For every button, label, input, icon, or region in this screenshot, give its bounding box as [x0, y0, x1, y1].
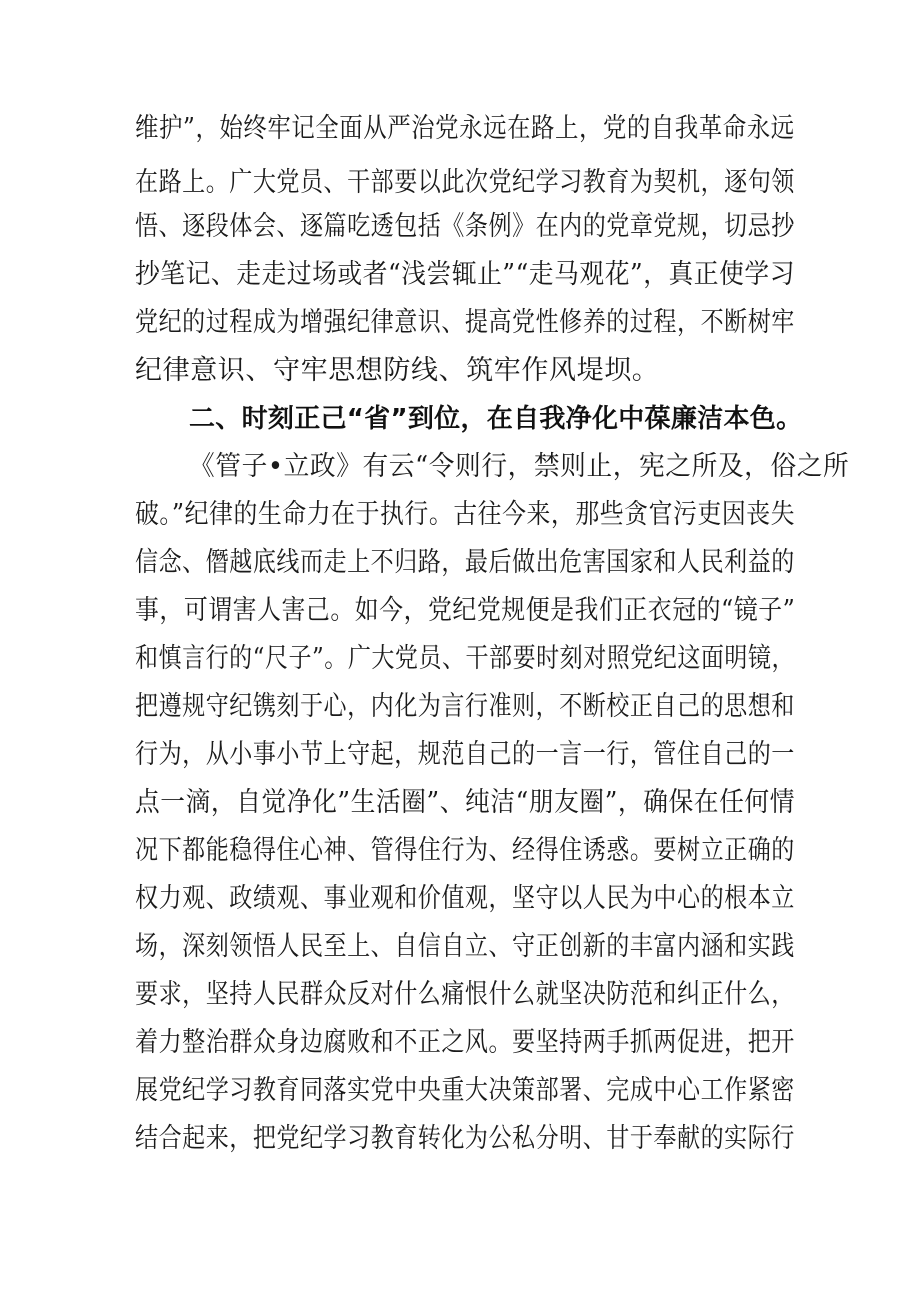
- text-line: 和慎言行的“尺子”。广大党员、干部要时刻对照党纪这面明镜，: [135, 643, 796, 674]
- text-line: 要求，坚持人民群众反对什么痛恨什么就坚决防范和纠正什么，: [135, 979, 795, 1010]
- text-line: 着力整治群众身边腐败和不正之风。要坚持两手抓两促进，把开: [135, 1027, 795, 1058]
- text-line: 纪律意识、守牢思想防线、筑牢作风堤坝。: [135, 355, 660, 386]
- text-line: 维护”，始终牢记全面从严治党永远在路上，党的自我革命永远: [135, 113, 795, 144]
- text-line: 权力观、政绩观、事业观和价值观，坚守以人民为中心的根本立: [135, 883, 795, 914]
- text-line: 结合起来，把党纪学习教育转化为公私分明、甘于奉献的实际行: [135, 1123, 795, 1154]
- text-line: 破。”纪律的生命力在于执行。古往今来，那些贪官污吏因丧失: [135, 499, 796, 530]
- text-line: 信念、僭越底线而走上不归路，最后做出危害国家和人民利益的: [135, 547, 795, 578]
- text-line: 在路上。广大党员、干部要以此次党纪学习教育为契机，逐句领: [135, 167, 795, 198]
- text-line: 行为，从小事小节上守起，规范自己的一言一行，管住自己的一: [135, 739, 795, 770]
- text-line: 事，可谓害人害己。如今，党纪党规便是我们正衣冠的“镜子”: [135, 595, 796, 626]
- text-line: 把遵规守纪镌刻于心，内化为言行准则，不断校正自己的思想和: [135, 691, 795, 722]
- section-heading: 二、时刻正己“省”到位，在自我净化中葆廉洁本色。: [189, 404, 803, 434]
- text-line: 况下都能稳得住心神、管得住行为、经得住诱惑。要树立正确的: [135, 835, 795, 866]
- text-line: 场，深刻领悟人民至上、自信自立、守正创新的丰富内涵和实践: [135, 931, 795, 962]
- text-line: 悟、逐段体会、逐篇吃透包括《条例》在内的党章党规，切忌抄: [135, 211, 795, 242]
- text-line: 抄笔记、走走过场或者“浅尝辄止”“走马观花”，真正使学习: [135, 259, 796, 290]
- text-line: 点一滴，自觉净化”生活圈”、纯洁“朋友圈”，确保在任何情: [135, 787, 796, 818]
- text-line: 《管子•立政》有云“令则行，禁则止，宪之所及，俗之所: [189, 451, 850, 482]
- text-line: 展党纪学习教育同落实党中央重大决策部署、完成中心工作紧密: [135, 1075, 795, 1106]
- text-line: 党纪的过程成为增强纪律意识、提高党性修养的过程，不断树牢: [135, 307, 795, 338]
